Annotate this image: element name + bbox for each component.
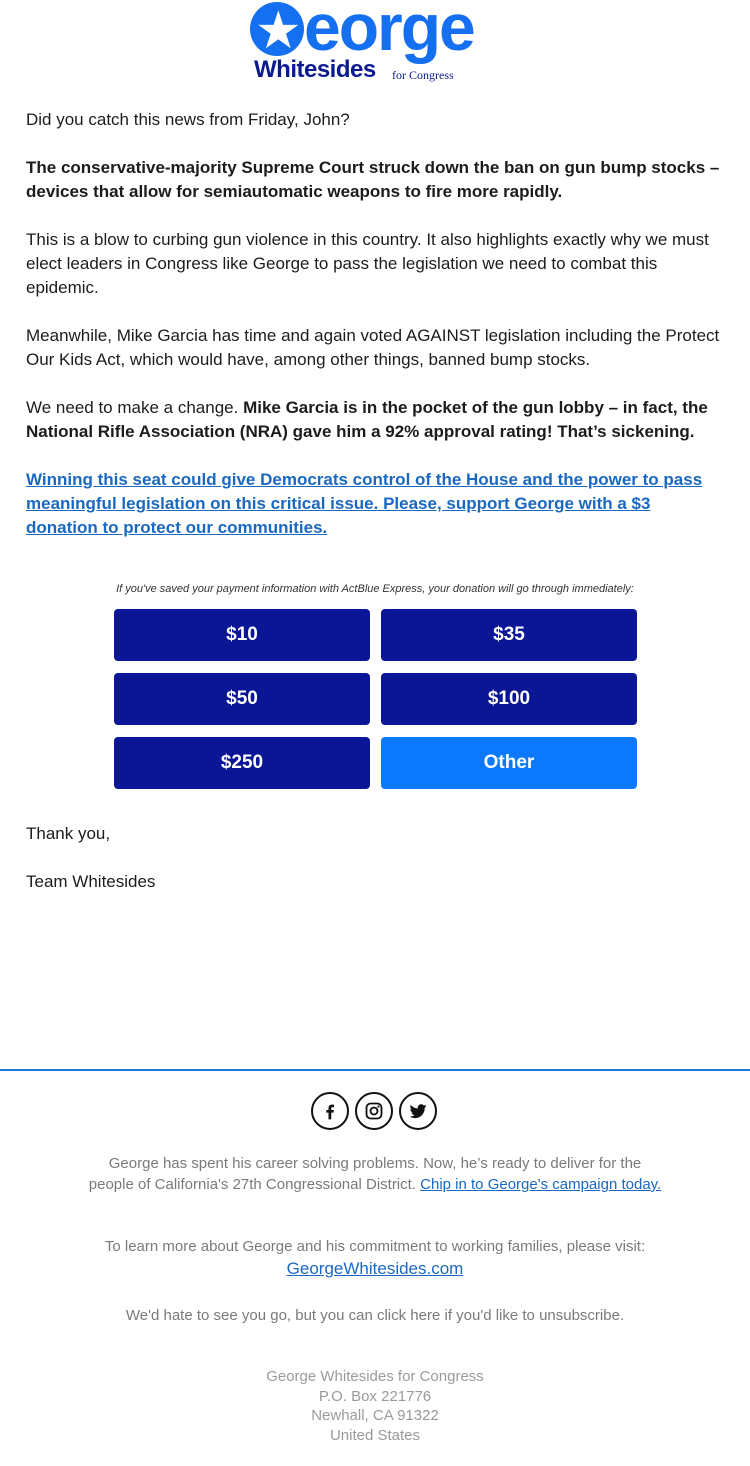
actblue-express-note: If you've saved your payment information with ActBlue Express, your donation will go through immediately: xyxy=(116,583,634,595)
logo-george-wordmark xyxy=(250,0,510,64)
campaign-logo xyxy=(0,0,750,86)
address-line: Newhall, CA 91322 xyxy=(311,1407,439,1424)
facebook-icon[interactable] xyxy=(311,1092,349,1130)
instagram-icon[interactable] xyxy=(355,1092,393,1130)
cta-paragraph xyxy=(26,468,726,540)
mailing-address xyxy=(0,1367,750,1445)
footer-bio-text: George has spent his career solving problems. Now, he’s ready to deliver for the people of California's 27th Congressional District. xyxy=(88,1155,642,1193)
twitter-icon[interactable] xyxy=(399,1092,437,1130)
signature: Team Whitesides xyxy=(26,872,156,891)
paragraph-gun-lobby-start: We need to make a change. xyxy=(26,398,244,417)
address-line: George Whitesides for Congress xyxy=(266,1368,484,1385)
footer-learn-more: To learn more about George and his commitment to working families, please visit: xyxy=(104,1238,646,1255)
donate-10-button[interactable]: $10 xyxy=(114,609,370,661)
address-line: United States xyxy=(329,1426,421,1444)
unsubscribe-text[interactable]: We'd hate to see you go, but you can click here if you'd like to unsubscribe. xyxy=(125,1307,625,1324)
logo-letters: eorge xyxy=(304,0,474,64)
paragraph-gun-lobby-bold: Mike Garcia is in the pocket of the gun lobby – in fact, the National Rifle Association (NRA) gave him a 92% approval rating! That’s sickening. xyxy=(26,398,708,441)
logo-g-mark xyxy=(250,1,304,61)
greeting: Did you catch this news from Friday, John? xyxy=(26,110,350,129)
footer-divider xyxy=(0,1069,750,1071)
donate-35-button[interactable]: $35 xyxy=(381,609,637,661)
paragraph-supreme-court: The conservative-majority Supreme Court struck down the ban on gun bump stocks – devices that allow for semiautomatic weapons to fire more rapidly. xyxy=(26,158,720,201)
donation-cta-link[interactable]: Winning this seat could give Democrats control of the House and the power to pass meaningful legislation on this critical issue. Please, support George with a $3 donation to protect our communities. xyxy=(26,470,703,537)
chip-in-link[interactable]: Chip in to George's campaign today. xyxy=(420,1176,662,1193)
donate-100-button[interactable]: $100 xyxy=(381,673,637,725)
address-line: P.O. Box 221776 xyxy=(318,1387,432,1405)
logo-whitesides: Whitesides xyxy=(254,56,376,83)
website-link[interactable]: GeorgeWhitesides.com xyxy=(286,1259,464,1278)
donate-50-button[interactable]: $50 xyxy=(114,673,370,725)
footer-site xyxy=(0,1258,750,1279)
email-body xyxy=(26,108,726,564)
paragraph-gun-lobby xyxy=(26,396,726,444)
paragraph-gun-violence: This is a blow to curbing gun violence in this country. It also highlights exactly why we must elect leaders in Congress like George to pass the legislation we need to combat this epidemic. xyxy=(26,230,709,297)
donate-other-button[interactable]: Other xyxy=(381,737,637,789)
closing: Thank you, xyxy=(26,824,111,843)
star-icon: ★ xyxy=(255,1,302,61)
logo-tagline: for Congress xyxy=(392,68,454,82)
paragraph-garcia-votes: Meanwhile, Mike Garcia has time and again voted AGAINST legislation including the Protect Our Kids Act, which would have, among other things, banned bump stocks. xyxy=(26,326,720,369)
footer-bio xyxy=(0,1153,750,1195)
donate-250-button[interactable]: $250 xyxy=(114,737,370,789)
